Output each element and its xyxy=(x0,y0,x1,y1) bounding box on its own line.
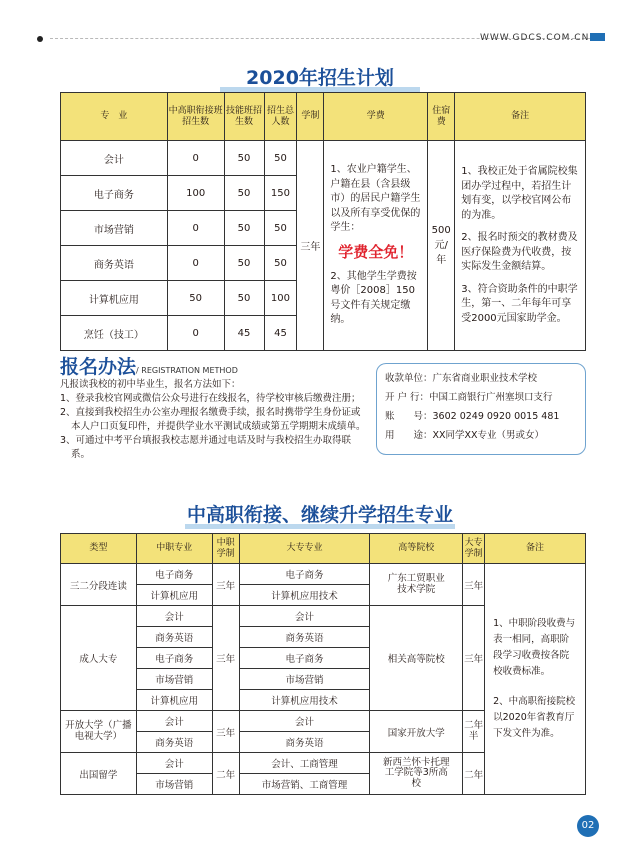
majors-header: 中职专业 xyxy=(136,534,212,564)
college-school: 国家开放大学 xyxy=(370,711,463,753)
college-major: 计算机应用技术 xyxy=(239,690,370,711)
secondary-major: 会计 xyxy=(136,606,212,627)
college-major: 商务英语 xyxy=(239,732,370,753)
majors-notes xyxy=(485,564,586,795)
secondary-major: 市场营销 xyxy=(136,774,212,795)
total-count: 100 xyxy=(264,281,297,316)
total-count: 50 xyxy=(264,141,297,176)
plan-header: 招生总人数 xyxy=(264,93,297,141)
note-1: 1、我校正处于省属院校集团办学过程中，若招生计划有变，以学校官网公布的为准。 xyxy=(461,166,578,221)
duration-cell: 三年 xyxy=(297,141,324,351)
program-type: 成人大专 xyxy=(61,606,137,711)
total-count: 50 xyxy=(264,246,297,281)
bridge-count: 0 xyxy=(167,211,224,246)
registration-subtitle: / REGISTRATION METHOD xyxy=(136,366,238,375)
majors-header: 高等院校 xyxy=(370,534,463,564)
dorm-fee-cell: 500元/年 xyxy=(428,141,455,351)
note-2: 2、报名时预交的教材费及医疗保险费为代收费，按实际发生金额结算。 xyxy=(461,232,578,272)
skill-count: 45 xyxy=(224,316,264,351)
secondary-duration: 三年 xyxy=(212,711,239,753)
college-duration: 二年 xyxy=(463,753,485,795)
note-3: 3、符合资助条件的中职学生，第一、二年每年可享受2000元国家助学金。 xyxy=(461,283,578,324)
notes-cell xyxy=(455,141,586,351)
accent-bar xyxy=(590,33,605,41)
table-row xyxy=(61,141,586,176)
registration-intro: 凡报读我校的初中毕业生，报名方法如下： xyxy=(60,379,241,390)
major-cell: 计算机应用 xyxy=(61,281,168,316)
program-type: 开放大学（广播电视大学） xyxy=(61,711,137,753)
plan-title: 2020年招生计划 xyxy=(0,63,640,92)
registration-step: 3、可通过中考平台填报我校志愿并通过电话及时与我校招生办取得联系。 xyxy=(60,435,352,460)
college-major: 会计 xyxy=(239,606,370,627)
plan-header: 技能班招生数 xyxy=(224,93,264,141)
bridge-count: 100 xyxy=(167,176,224,211)
major-cell: 会计 xyxy=(61,141,168,176)
secondary-major: 计算机应用 xyxy=(136,690,212,711)
college-duration: 二年半 xyxy=(463,711,485,753)
bank-account: 账 号：3602 0249 0920 0015 481 xyxy=(385,411,560,422)
major-cell: 电子商务 xyxy=(61,176,168,211)
table-row xyxy=(61,564,586,585)
college-major: 电子商务 xyxy=(239,564,370,585)
college-major: 会计、工商管理 xyxy=(239,753,370,774)
registration-body xyxy=(60,378,370,462)
secondary-major: 计算机应用 xyxy=(136,585,212,606)
college-major: 会计 xyxy=(239,711,370,732)
bridge-count: 50 xyxy=(167,281,224,316)
college-major: 市场营销、工商管理 xyxy=(239,774,370,795)
majors-header: 类型 xyxy=(61,534,137,564)
secondary-major: 商务英语 xyxy=(136,627,212,648)
college-major: 商务英语 xyxy=(239,627,370,648)
bank-purpose: 用 途：XX同学XX专业（男或女） xyxy=(385,430,545,441)
total-count: 45 xyxy=(264,316,297,351)
secondary-major: 会计 xyxy=(136,753,212,774)
fee-rule-1: 1、农业户籍学生、户籍在县（含县级市）的居民户籍学生以及所有享受优保的学生： xyxy=(330,164,421,234)
secondary-major: 电子商务 xyxy=(136,564,212,585)
college-duration: 三年 xyxy=(463,564,485,606)
registration-step: 1、登录我校官网或微信公众号进行在线报名，待学校审核后缴费注册； xyxy=(60,393,361,404)
registration-title xyxy=(60,352,238,379)
registration-step: 2、直接到我校招生办公室办理报名缴费手续，报名时携带学生身份证或本人户口页复印件，并提供学业水平测试成绩或第五学期期末成绩单。 xyxy=(60,407,366,432)
secondary-major: 市场营销 xyxy=(136,669,212,690)
college-major: 市场营销 xyxy=(239,669,370,690)
plan-header: 学费 xyxy=(324,93,428,141)
major-cell: 市场营销 xyxy=(61,211,168,246)
college-major: 计算机应用技术 xyxy=(239,585,370,606)
enrollment-plan-table xyxy=(60,92,586,351)
majors-header-row xyxy=(61,534,586,564)
major-cell: 商务英语 xyxy=(61,246,168,281)
bank-payee: 收款单位：广东省商业职业技术学校 xyxy=(385,373,538,384)
majors-title: 中高职衔接、继续升学招生专业 xyxy=(0,500,640,529)
bridge-count: 0 xyxy=(167,141,224,176)
college-duration: 三年 xyxy=(463,606,485,711)
plan-header: 中高职衔接班招生数 xyxy=(167,93,224,141)
bridge-count: 0 xyxy=(167,316,224,351)
majors-table xyxy=(60,533,586,795)
majors-note-2: 2、中高职衔接院校以2020年省教育厅下发文件为准。 xyxy=(493,696,576,739)
majors-header: 中职学制 xyxy=(212,534,239,564)
skill-count: 50 xyxy=(224,141,264,176)
website-url: WWW.GDCS.COM.CN xyxy=(480,33,590,43)
fee-rule-2: 2、其他学生学费按粤价［2008］150号文件有关规定缴纳。 xyxy=(330,270,417,326)
bullet-dot xyxy=(37,36,43,42)
college-school: 广东工贸职业技术学院 xyxy=(370,564,463,606)
secondary-major: 商务英语 xyxy=(136,732,212,753)
fee-cell xyxy=(324,141,428,351)
fee-free-highlight: 学费全免！ xyxy=(338,242,414,261)
plan-header-row xyxy=(61,93,586,141)
plan-header: 专 业 xyxy=(61,93,168,141)
program-type: 出国留学 xyxy=(61,753,137,795)
secondary-duration: 三年 xyxy=(212,606,239,711)
registration-heading: 报名办法 xyxy=(60,356,137,378)
skill-count: 50 xyxy=(224,281,264,316)
program-type: 三二分段连读 xyxy=(61,564,137,606)
major-cell: 烹饪（技工） xyxy=(61,316,168,351)
secondary-major: 电子商务 xyxy=(136,648,212,669)
plan-header: 学制 xyxy=(297,93,324,141)
skill-count: 50 xyxy=(224,246,264,281)
bank-branch: 开 户 行：中国工商银行广州塞坝口支行 xyxy=(385,392,553,403)
majors-header: 大专学制 xyxy=(463,534,485,564)
plan-header: 住宿费 xyxy=(428,93,455,141)
college-major: 电子商务 xyxy=(239,648,370,669)
majors-note-1: 1、中职阶段收费与表一相同，高职阶段学习收费按各院校收费标准。 xyxy=(493,618,576,677)
total-count: 150 xyxy=(264,176,297,211)
secondary-major: 会计 xyxy=(136,711,212,732)
secondary-duration: 二年 xyxy=(212,753,239,795)
page-number: 02 xyxy=(577,815,599,837)
skill-count: 50 xyxy=(224,176,264,211)
secondary-duration: 三年 xyxy=(212,564,239,606)
plan-header: 备注 xyxy=(455,93,586,141)
college-school: 相关高等院校 xyxy=(370,606,463,711)
bridge-count: 0 xyxy=(167,246,224,281)
college-school: 新西兰怀卡托理工学院等3所高校 xyxy=(370,753,463,795)
bank-info-box xyxy=(376,363,586,455)
skill-count: 50 xyxy=(224,211,264,246)
majors-header: 大专专业 xyxy=(239,534,370,564)
total-count: 50 xyxy=(264,211,297,246)
majors-header: 备注 xyxy=(485,534,586,564)
